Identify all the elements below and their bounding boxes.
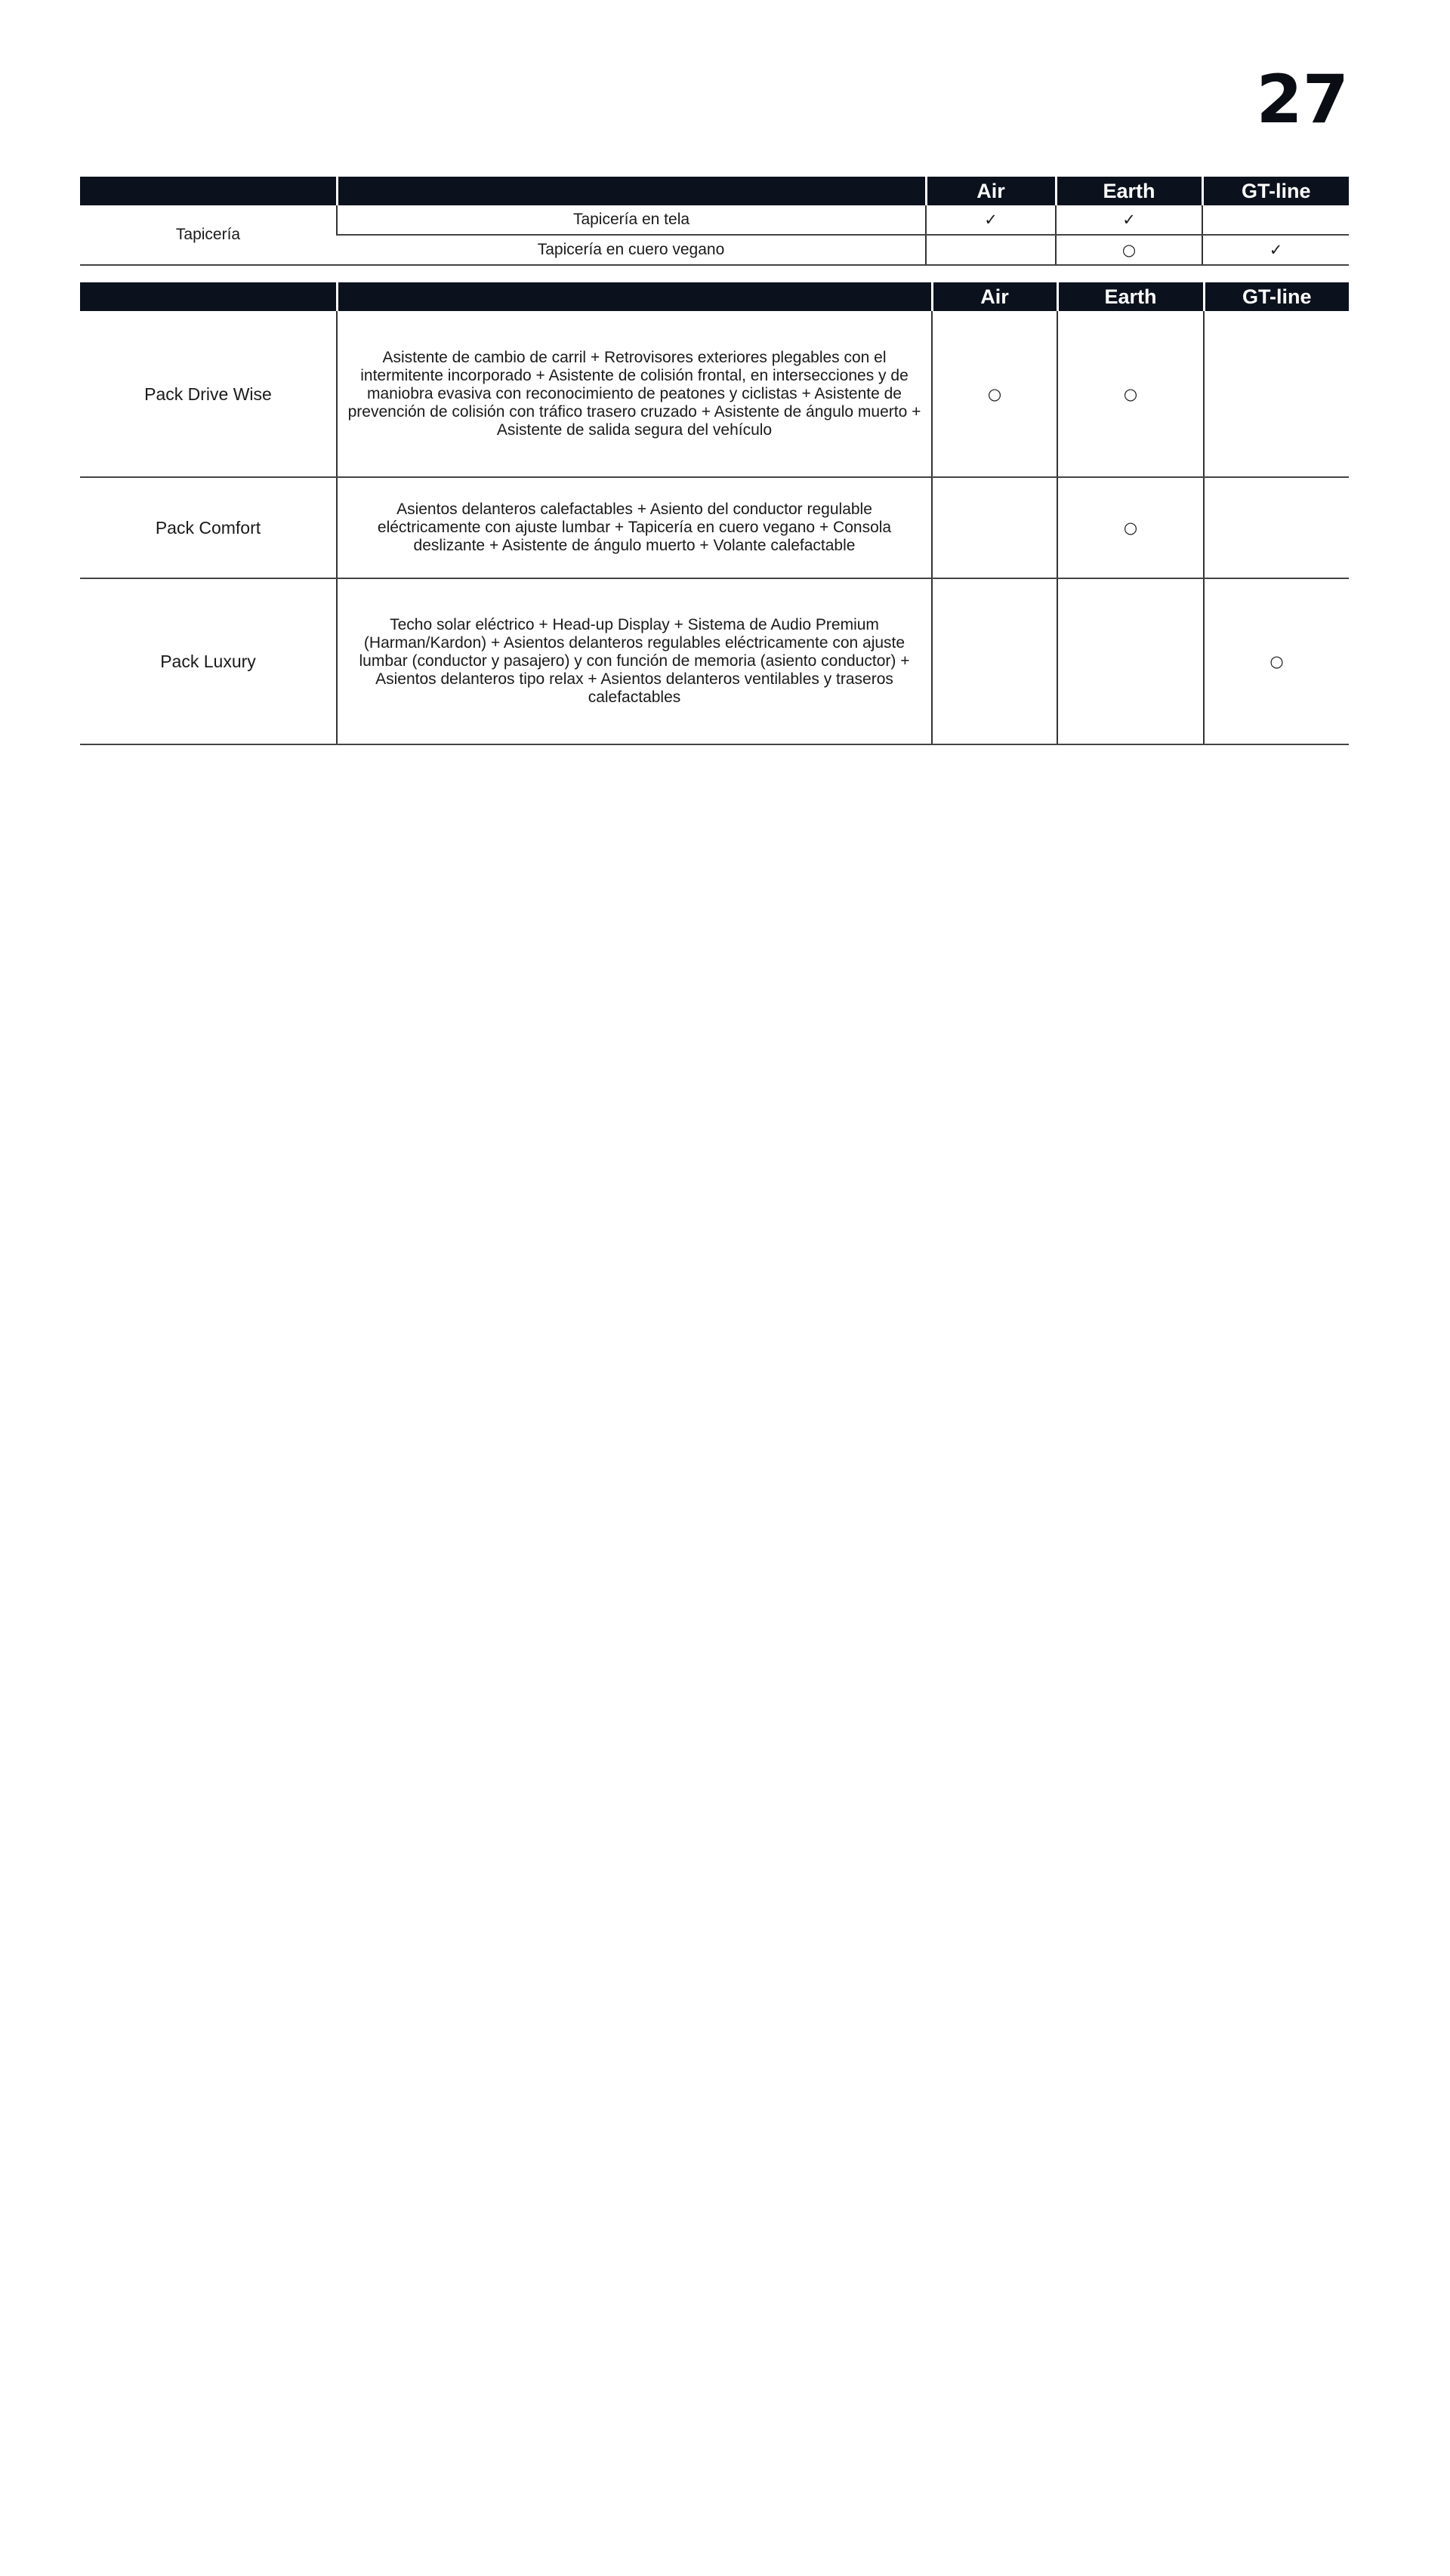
availability-gt-line: ✓ [1202, 235, 1349, 265]
availability-gt-line [1204, 477, 1349, 578]
availability-air: ✓ [926, 205, 1056, 235]
header-trim-earth: Earth [1057, 282, 1204, 311]
pack-name: Pack Comfort [80, 477, 337, 578]
pack-description: Asientos delanteros calefactables + Asiento del conductor regulable eléctricamente con ajuste lumbar + Tapicería en cuero vegano + Consola deslizante + Asistente de ángulo muerto + Volante calefactable [337, 477, 932, 578]
table-header-row [80, 282, 1349, 311]
availability-earth [1057, 578, 1204, 744]
availability-air [932, 477, 1057, 578]
header-trim-gt-line: GT-line [1204, 282, 1349, 311]
upholstery-option-label: Tapicería en tela [337, 205, 926, 235]
upholstery-category-label: Tapicería [80, 205, 337, 265]
header-description-cell [337, 282, 932, 311]
pack-description: Techo solar eléctrico + Head-up Display + Sistema de Audio Premium (Harman/Kardon) + Asientos delanteros regulables eléctricamente con ajuste lumbar (conductor y pasajero) y con función de memoria (asiento conductor) + Asientos delanteros tipo relax + Asientos delanteros ventilables y traseros calefactables [337, 578, 932, 744]
table-row [80, 311, 1349, 477]
header-category-cell [80, 177, 337, 205]
availability-earth: ○ [1057, 311, 1204, 477]
table-row [80, 205, 1349, 235]
header-trim-air: Air [926, 177, 1056, 205]
upholstery-option-label: Tapicería en cuero vegano [337, 235, 926, 265]
header-trim-gt-line: GT-line [1202, 177, 1349, 205]
header-trim-air: Air [932, 282, 1057, 311]
table-row [80, 477, 1349, 578]
header-description-cell [337, 177, 926, 205]
header-trim-earth: Earth [1056, 177, 1202, 205]
page-number: 27 [1256, 60, 1349, 138]
availability-gt-line [1204, 311, 1349, 477]
packs-table [80, 282, 1349, 745]
table-row [80, 578, 1349, 744]
upholstery-table [80, 177, 1349, 266]
availability-air [932, 578, 1057, 744]
table-header-row [80, 177, 1349, 205]
availability-earth: ○ [1057, 477, 1204, 578]
availability-gt-line [1202, 205, 1349, 235]
availability-earth: ✓ [1056, 205, 1202, 235]
pack-description: Asistente de cambio de carril + Retrovisores exteriores plegables con el intermitente incorporado + Asistente de colisión frontal, en intersecciones y de maniobra evasiva con reconocimiento de peatones y ciclistas + Asistente de prevención de colisión con tráfico trasero cruzado + Asistente de ángulo muerto + Asistente de salida segura del vehículo [337, 311, 932, 477]
availability-earth: ○ [1056, 235, 1202, 265]
pack-name: Pack Drive Wise [80, 311, 337, 477]
header-category-cell [80, 282, 337, 311]
availability-air: ○ [932, 311, 1057, 477]
availability-gt-line: ○ [1204, 578, 1349, 744]
pack-name: Pack Luxury [80, 578, 337, 744]
availability-air [926, 235, 1056, 265]
